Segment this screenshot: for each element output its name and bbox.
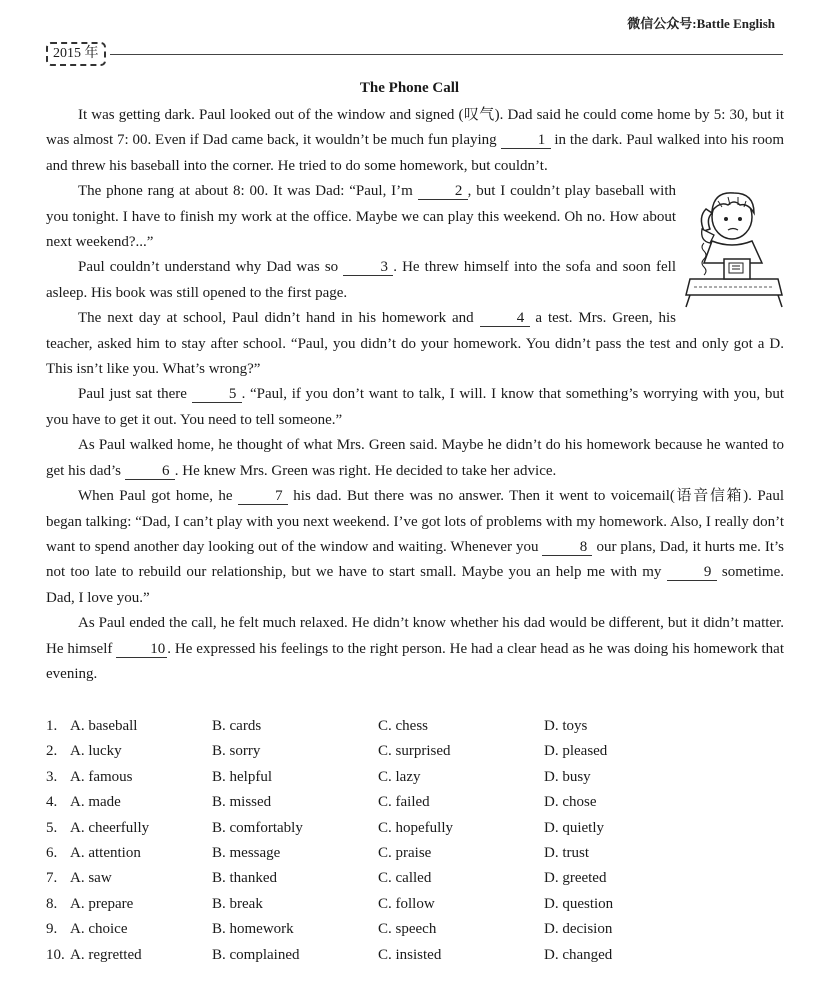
passage: [46, 103, 784, 687]
paragraph-5: [46, 382, 784, 433]
option-c: C. follow: [378, 895, 435, 912]
passage-title: The Phone Call: [359, 80, 460, 96]
question-row: [46, 790, 786, 815]
option-a: A. regretted: [70, 946, 142, 963]
question-number: 5.: [46, 819, 58, 836]
question-number: 7.: [46, 870, 58, 887]
option-b: B. sorry: [212, 743, 261, 760]
option-b: B. message: [212, 844, 281, 861]
blank-9: 9: [667, 564, 717, 581]
passage-text: As Paul ended the call, he felt much relaxed. He didn’t know whether his dad would be different, but it didn’t matter. He himself: [46, 615, 784, 657]
paragraph-4: [46, 306, 784, 382]
question-number: 6.: [46, 844, 58, 861]
blank-2: 2: [418, 183, 468, 200]
option-d: D. toys: [544, 718, 588, 734]
passage-text: . He expressed his feelings to the right person. He had a clear head as he was doing his homework that evening.: [46, 640, 784, 682]
watermark-text: 微信公众号:Battle English: [627, 16, 775, 31]
question-row: [46, 841, 786, 866]
question-row: [46, 816, 786, 841]
question-row: [46, 917, 786, 942]
paragraph-1: [46, 103, 784, 179]
answer-options: [46, 714, 786, 968]
option-d: D. question: [544, 895, 614, 912]
question-row: [46, 739, 786, 764]
blank-7: 7: [238, 488, 288, 505]
passage-text: . “Paul, if you don’t want to talk, I will. I know that something’s worrying with you, but you have to get it out. You need to tell someone.”: [46, 386, 784, 428]
passage-text: . He knew Mrs. Green was right. He decided to take her advice.: [174, 462, 557, 479]
question-number: 9.: [46, 921, 58, 938]
option-a: A. lucky: [70, 743, 122, 760]
passage-text: . He threw himself into the sofa and soon fell asleep. His book was still opened to the first page.: [46, 259, 676, 301]
option-b: B. thanked: [212, 870, 277, 887]
option-c: C. surprised: [378, 743, 451, 760]
passage-text: his dad. But there was no answer. Then it went to voicemail(语音信箱). Paul began talking: “Dad, I can’t play with you next weekend. I’ve got lots of problems with my homework. Also, I really don’t want to spend another day looking out of the window and waiting. Whenever you: [46, 488, 784, 555]
option-c: C. lazy: [378, 768, 421, 785]
passage-text: Paul couldn’t understand why Dad was so: [78, 259, 344, 276]
passage-text: a test. Mrs. Green, his teacher, asked him to stay after school. “Paul, you didn’t do your homework. You didn’t pass the test and only got a D. This isn’t like you. What’s wrong?”: [46, 310, 784, 378]
passage-text: in the dark. Paul walked into his room and threw his baseball into the corner. He tried to do some homework, but couldn’t.: [46, 132, 784, 174]
option-b: B. cards: [212, 718, 262, 734]
option-d: D. decision: [544, 921, 613, 938]
question-row: [46, 943, 786, 968]
option-a: A. choice: [70, 921, 128, 938]
question-number: 1.: [46, 718, 58, 734]
passage-text: As Paul walked home, he thought of what Mrs. Green said. Maybe he didn’t do his homework because he wanted to get his dad’s: [46, 437, 784, 479]
paragraph-3: [46, 255, 784, 306]
option-d: D. trust: [544, 844, 589, 861]
option-a: A. prepare: [70, 895, 134, 912]
question-number: 4.: [46, 794, 58, 811]
passage-text: our plans, Dad, it hurts me. It’s not too late to rebuild our relationship, but we have to start small. Maybe you an help me with my: [46, 538, 784, 581]
passage-text: The next day at school, Paul didn’t hand in his homework and: [78, 310, 480, 327]
option-a: A. cheerfully: [70, 819, 150, 836]
option-b: B. missed: [212, 794, 272, 811]
blank-4: 4: [480, 310, 530, 327]
option-b: B. complained: [212, 946, 300, 963]
paragraph-6: [46, 433, 784, 484]
question-number: 3.: [46, 768, 58, 785]
option-c: C. failed: [378, 794, 430, 811]
header-rule: [110, 54, 783, 55]
option-b: B. break: [212, 895, 263, 912]
passage-text: The phone rang at about 8: 00. It was Dad: “Paul, I’m: [78, 183, 418, 200]
passage-text: When Paul got home, he: [78, 488, 238, 505]
option-c: C. insisted: [378, 946, 442, 963]
option-d: D. busy: [544, 768, 591, 785]
option-b: B. comfortably: [212, 819, 303, 836]
boy-on-phone-illustration: [684, 183, 784, 311]
blank-1: 1: [501, 132, 551, 149]
blank-3: 3: [343, 259, 393, 276]
option-a: A. attention: [70, 844, 141, 861]
option-d: D. quietly: [544, 819, 604, 836]
question-row: [46, 714, 786, 739]
blank-6: 6: [125, 463, 175, 480]
option-c: C. hopefully: [378, 819, 453, 836]
option-c: C. chess: [378, 718, 428, 734]
passage-text: sometime. Dad, I love you.”: [46, 564, 784, 606]
blank-8: 8: [542, 539, 592, 556]
option-d: D. chose: [544, 794, 597, 811]
passage-text: Paul just sat there: [78, 386, 192, 403]
option-d: D. greeted: [544, 870, 607, 887]
option-d: D. pleased: [544, 743, 608, 760]
option-c: C. called: [378, 870, 432, 887]
option-c: C. speech: [378, 921, 437, 938]
question-number: 10.: [46, 946, 65, 963]
option-a: A. saw: [70, 870, 112, 887]
question-number: 8.: [46, 895, 58, 912]
option-b: B. helpful: [212, 768, 272, 785]
question-row: [46, 892, 786, 917]
option-b: B. homework: [212, 921, 294, 938]
blank-5: 5: [192, 386, 242, 403]
passage-text: It was getting dark. Paul looked out of the window and signed (叹气). Dad said he could come home by 5: 30, but it was almost 7: 00. Even if Dad came back, it wouldn’t be much fun playing: [46, 107, 784, 149]
option-d: D. changed: [544, 946, 613, 963]
paragraph-8: [46, 611, 784, 687]
question-row: [46, 866, 786, 891]
question-row: [46, 765, 786, 790]
blank-10: 10: [116, 641, 167, 658]
option-a: A. famous: [70, 768, 133, 785]
passage-text: , but I couldn’t play baseball with you tonight. I have to finish my work at the office. Maybe we can play this weekend. Oh no. How about next weekend?...”: [46, 183, 676, 251]
option-a: A. made: [70, 794, 121, 811]
year-tag: 2015 年: [46, 42, 106, 66]
question-number: 2.: [46, 743, 58, 760]
option-a: A. baseball: [70, 718, 138, 734]
paragraph-7: [46, 484, 784, 611]
paragraph-2: [46, 179, 784, 255]
option-c: C. praise: [378, 844, 432, 861]
